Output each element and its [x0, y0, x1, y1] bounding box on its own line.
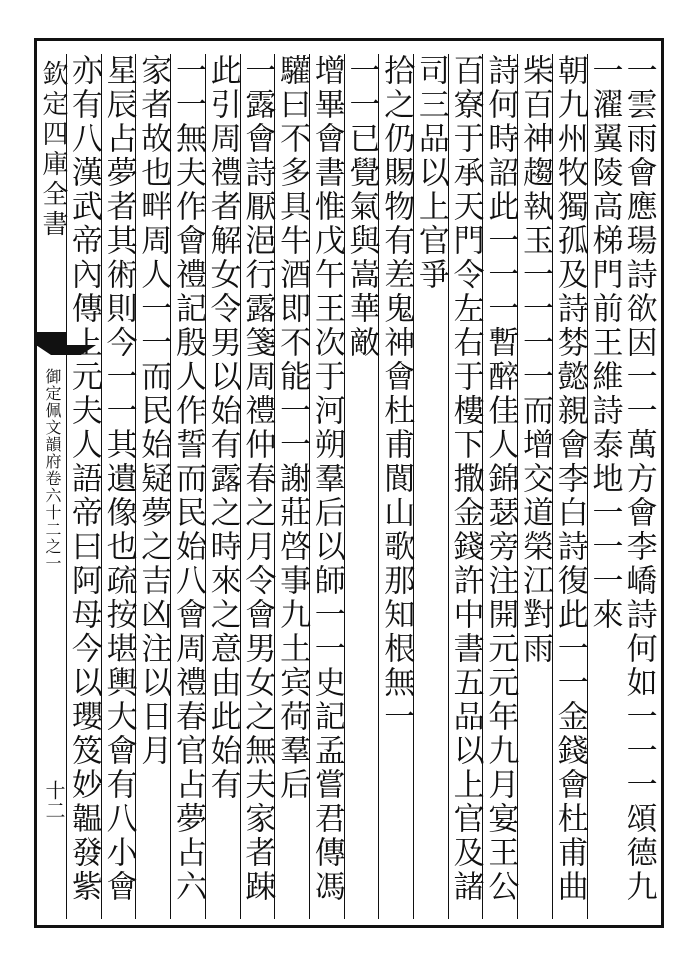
column-text: 星辰占夢者其術則今一一其遺像也疏按堪輿大會有八小會: [100, 54, 137, 904]
text-column: [66, 54, 101, 919]
column-text: 詩何時詔此一一一暫醉佳人錦瑟旁注開元元年九月宴王公: [482, 54, 519, 904]
book-title: 欽定四庫全書: [38, 60, 68, 240]
column-text: 此引周禮者解女令男以始有露之時來之意由此始有: [204, 54, 241, 802]
column-text: 家者故也畔周人一一而民始疑夢之吉凶注以日月: [135, 54, 172, 768]
column-text: 亦有八漢武帝內傳上元夫人語帝曰阿母今以瓔笈妙韞發紫: [65, 54, 102, 904]
leaf-number: 十二: [42, 780, 66, 820]
column-text: 一露會詩厭浥行露箋周禮仲春之月令會男女之無夫家者踈: [239, 54, 276, 904]
column-text: 百寮于承天門令左右于樓下撒金錢許中書五品以上官及諸: [447, 54, 484, 904]
column-text: 驩曰不多具牛酒即不能一一謝莊啓事九土宾荷羣后: [274, 54, 311, 802]
column-text: 一一無夫作會禮記殷人作誓而民始八會周禮春官占夢占六: [169, 54, 206, 904]
text-columns: [66, 44, 656, 924]
column-text: 一一已覺氣與嵩華敵: [343, 54, 380, 360]
column-text: 一雲雨會應瑒詩欲因一一萬方會李嶠詩何如一一一頌德九: [620, 54, 657, 904]
column-text: 司三品以上官爭: [412, 54, 449, 292]
column-text: 柴百神趨執玉一一一一而增交道榮江對雨: [517, 54, 554, 666]
column-text: 一濯翼陵高梯門前王維詩泰地一一一來: [586, 54, 623, 632]
column-text: 朝九州牧獨孤及詩棼懿親會李白詩復此一一金錢會杜甫曲: [551, 54, 588, 904]
column-text: 拾之仍賜物有差鬼神會杜甫閬山歌那知根無一: [378, 54, 415, 734]
volume-subtitle: 御定佩文韻府卷六十二之一: [43, 368, 62, 572]
column-text: 增畢會書惟戊午王次于河朔羣后以師一一史記孟嘗君傳馮: [308, 54, 345, 904]
